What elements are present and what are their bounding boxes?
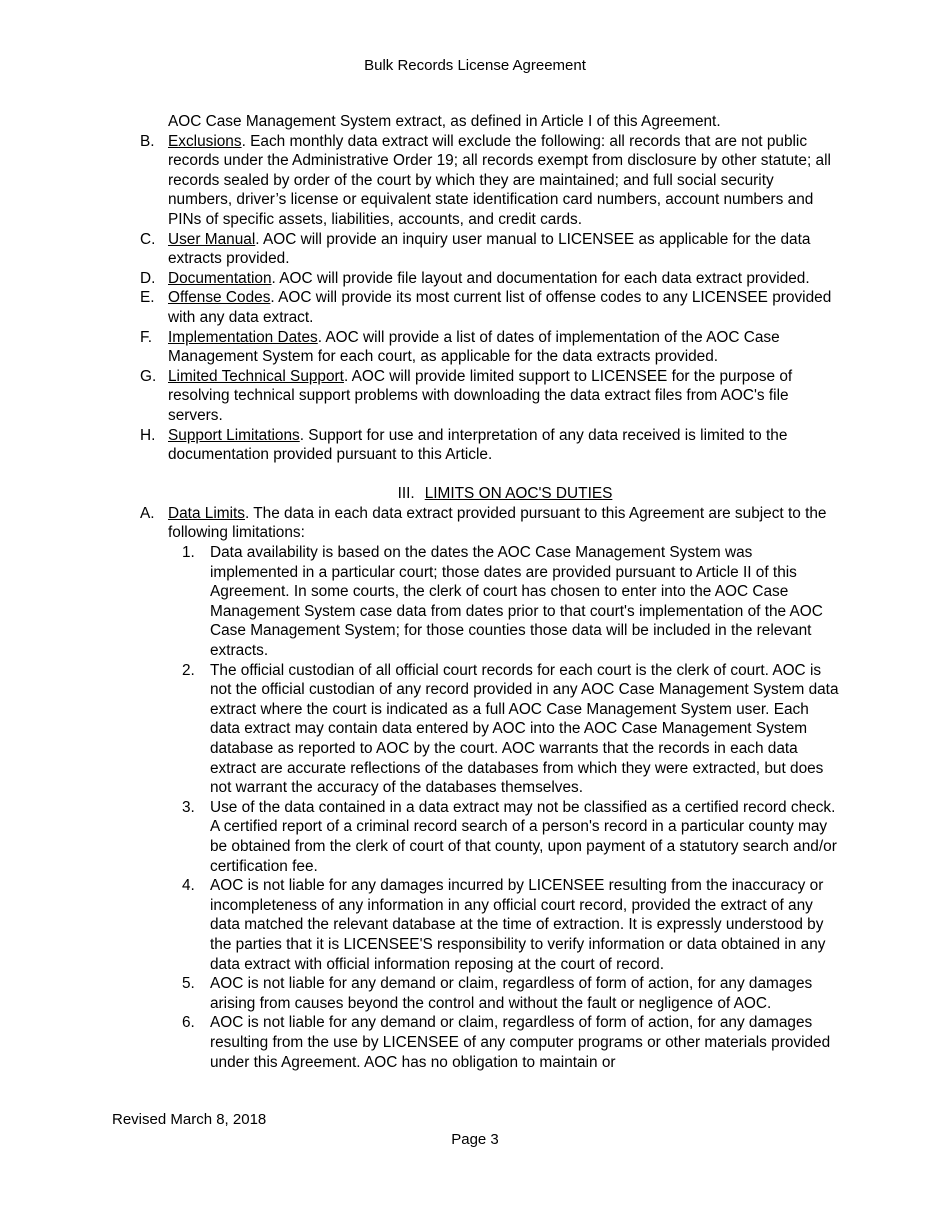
revision-date: Revised March 8, 2018 <box>112 1111 267 1128</box>
limit-text: Use of the data contained in a data extract may not be classified as a certified record check. A certified report of a criminal record search of a person's record in a particular county may be obtained from the clerk of court of that county, upon payment of a statutory search and/or certification fee. <box>210 798 837 875</box>
limit-text: Data availability is based on the dates the AOC Case Management System was implemented in a particular court; those dates are provided pursuant to Article II of this Agreement. In some courts, the clerk of court has chosen to enter into the AOC Case Management System case data from dates prior to that court's implementation of the AOC Case Management System; for those counties those data will be included in the relevant extracts. <box>210 544 823 660</box>
article-item <box>140 328 840 367</box>
article-item <box>140 230 840 269</box>
item-label: F. <box>140 328 152 346</box>
limit-item <box>182 1013 840 1072</box>
item-text: . AOC will provide an inquiry user manual to LICENSEE as applicable for the data extracts provided. <box>168 230 811 268</box>
item-text: . AOC will provide limited support to LICENSEE for the purpose of resolving technical support problems with downloading the data extract files from AOC's file servers. <box>168 367 793 424</box>
item-title: Limited Technical Support <box>168 367 344 385</box>
item-title: Offense Codes <box>168 289 271 307</box>
item-text: . AOC will provide its most current list of offense codes to any LICENSEE provided with any data extract. <box>168 289 832 326</box>
item-text: . AOC will provide file layout and documentation for each data extract provided. <box>271 269 810 287</box>
limit-text: AOC is not liable for any damages incurred by LICENSEE resulting from the inaccuracy or incompleteness of any information in any official court record, provided the extract of any data matched the relevant database at the time of extraction. It is expressly understood by the parties that it is LICENSEE'S responsibility to verify information or data obtained in any data extract with official information reposing at the court of record. <box>210 877 826 973</box>
limit-item <box>182 543 840 661</box>
item-label: B. <box>140 132 155 150</box>
item-label: G. <box>140 367 157 385</box>
page-header: Bulk Records License Agreement <box>364 57 586 74</box>
limit-text: AOC is not liable for any demand or claim, regardless of form of action, for any damages resulting from the use by LICENSEE of any computer programs or other materials provided under this Agreement. AOC has no obligation to maintain or <box>210 1014 831 1071</box>
article-item <box>140 367 840 426</box>
item-label: E. <box>140 289 155 307</box>
section-item <box>140 504 840 543</box>
limit-number: 2. <box>182 661 195 679</box>
article-item <box>140 426 840 465</box>
item-label: C. <box>140 230 156 248</box>
article-items <box>140 132 840 465</box>
limit-number: 4. <box>182 877 195 895</box>
item-text: . Each monthly data extract will exclude the following: all records that are not public records under the Administrative Order 19; all records exempt from disclosure by other statute; all records sealed by order of the court by which they are maintained; and full social security numbers, driver’s license or equivalent state identification card numbers, account numbers and PINs of specific assets, liabilities, accounts, and credit cards. <box>168 132 831 228</box>
section-number: III. <box>397 485 415 503</box>
limit-item <box>182 876 840 974</box>
item-text: . Support for use and interpretation of any data received is limited to the documentation provided pursuant to this Article. <box>168 426 788 464</box>
limits-list <box>140 543 840 1072</box>
item-text: . The data in each data extract provided pursuant to this Agreement are subject to the following limitations: <box>168 504 827 542</box>
article-item <box>140 132 840 230</box>
page-number: Page 3 <box>451 1131 499 1148</box>
article-item <box>140 288 840 327</box>
item-title: User Manual <box>168 230 256 248</box>
item-text: . AOC will provide a list of dates of implementation of the AOC Case Management System for each court, as applicable for the data extracts provided. <box>168 328 780 366</box>
item-label: H. <box>140 426 156 444</box>
article-item <box>140 269 840 289</box>
limit-text: The official custodian of all official court records for each court is the clerk of court. AOC is not the official custodian of any record provided in any AOC Case Management System data extract where the court is indicated as a full AOC Case Management System user. Each data extract may contain data entered by AOC into the AOC Case Management System database as reported to AOC by the court. AOC warrants that the records in each data extract are accurate reflections of the databases from which they were extracted, but does not warrant the accuracy of the databases themselves. <box>210 661 839 797</box>
limit-number: 6. <box>182 1014 195 1032</box>
item-title: Data Limits <box>168 504 245 522</box>
item-label: D. <box>140 269 156 287</box>
limit-text: AOC is not liable for any demand or claim, regardless of form of action, for any damages arising from causes beyond the control and without the fault or negligence of AOC. <box>210 975 813 1012</box>
item-title: Support Limitations <box>168 426 300 444</box>
limit-item <box>182 798 840 876</box>
limit-number: 3. <box>182 798 195 816</box>
limit-number: 5. <box>182 975 195 993</box>
item-title: Documentation <box>168 269 272 287</box>
limit-number: 1. <box>182 544 195 562</box>
item-title: Exclusions <box>168 132 242 150</box>
document-body <box>140 112 840 1072</box>
section-title: LIMITS ON AOC'S DUTIES <box>424 485 613 503</box>
limit-item <box>182 974 840 1013</box>
section-heading <box>140 484 840 504</box>
item-title: Implementation Dates <box>168 328 318 346</box>
continuation-text: AOC Case Management System extract, as defined in Article I of this Agreement. <box>168 113 721 130</box>
item-label: A. <box>140 504 155 522</box>
limit-item <box>182 661 840 798</box>
